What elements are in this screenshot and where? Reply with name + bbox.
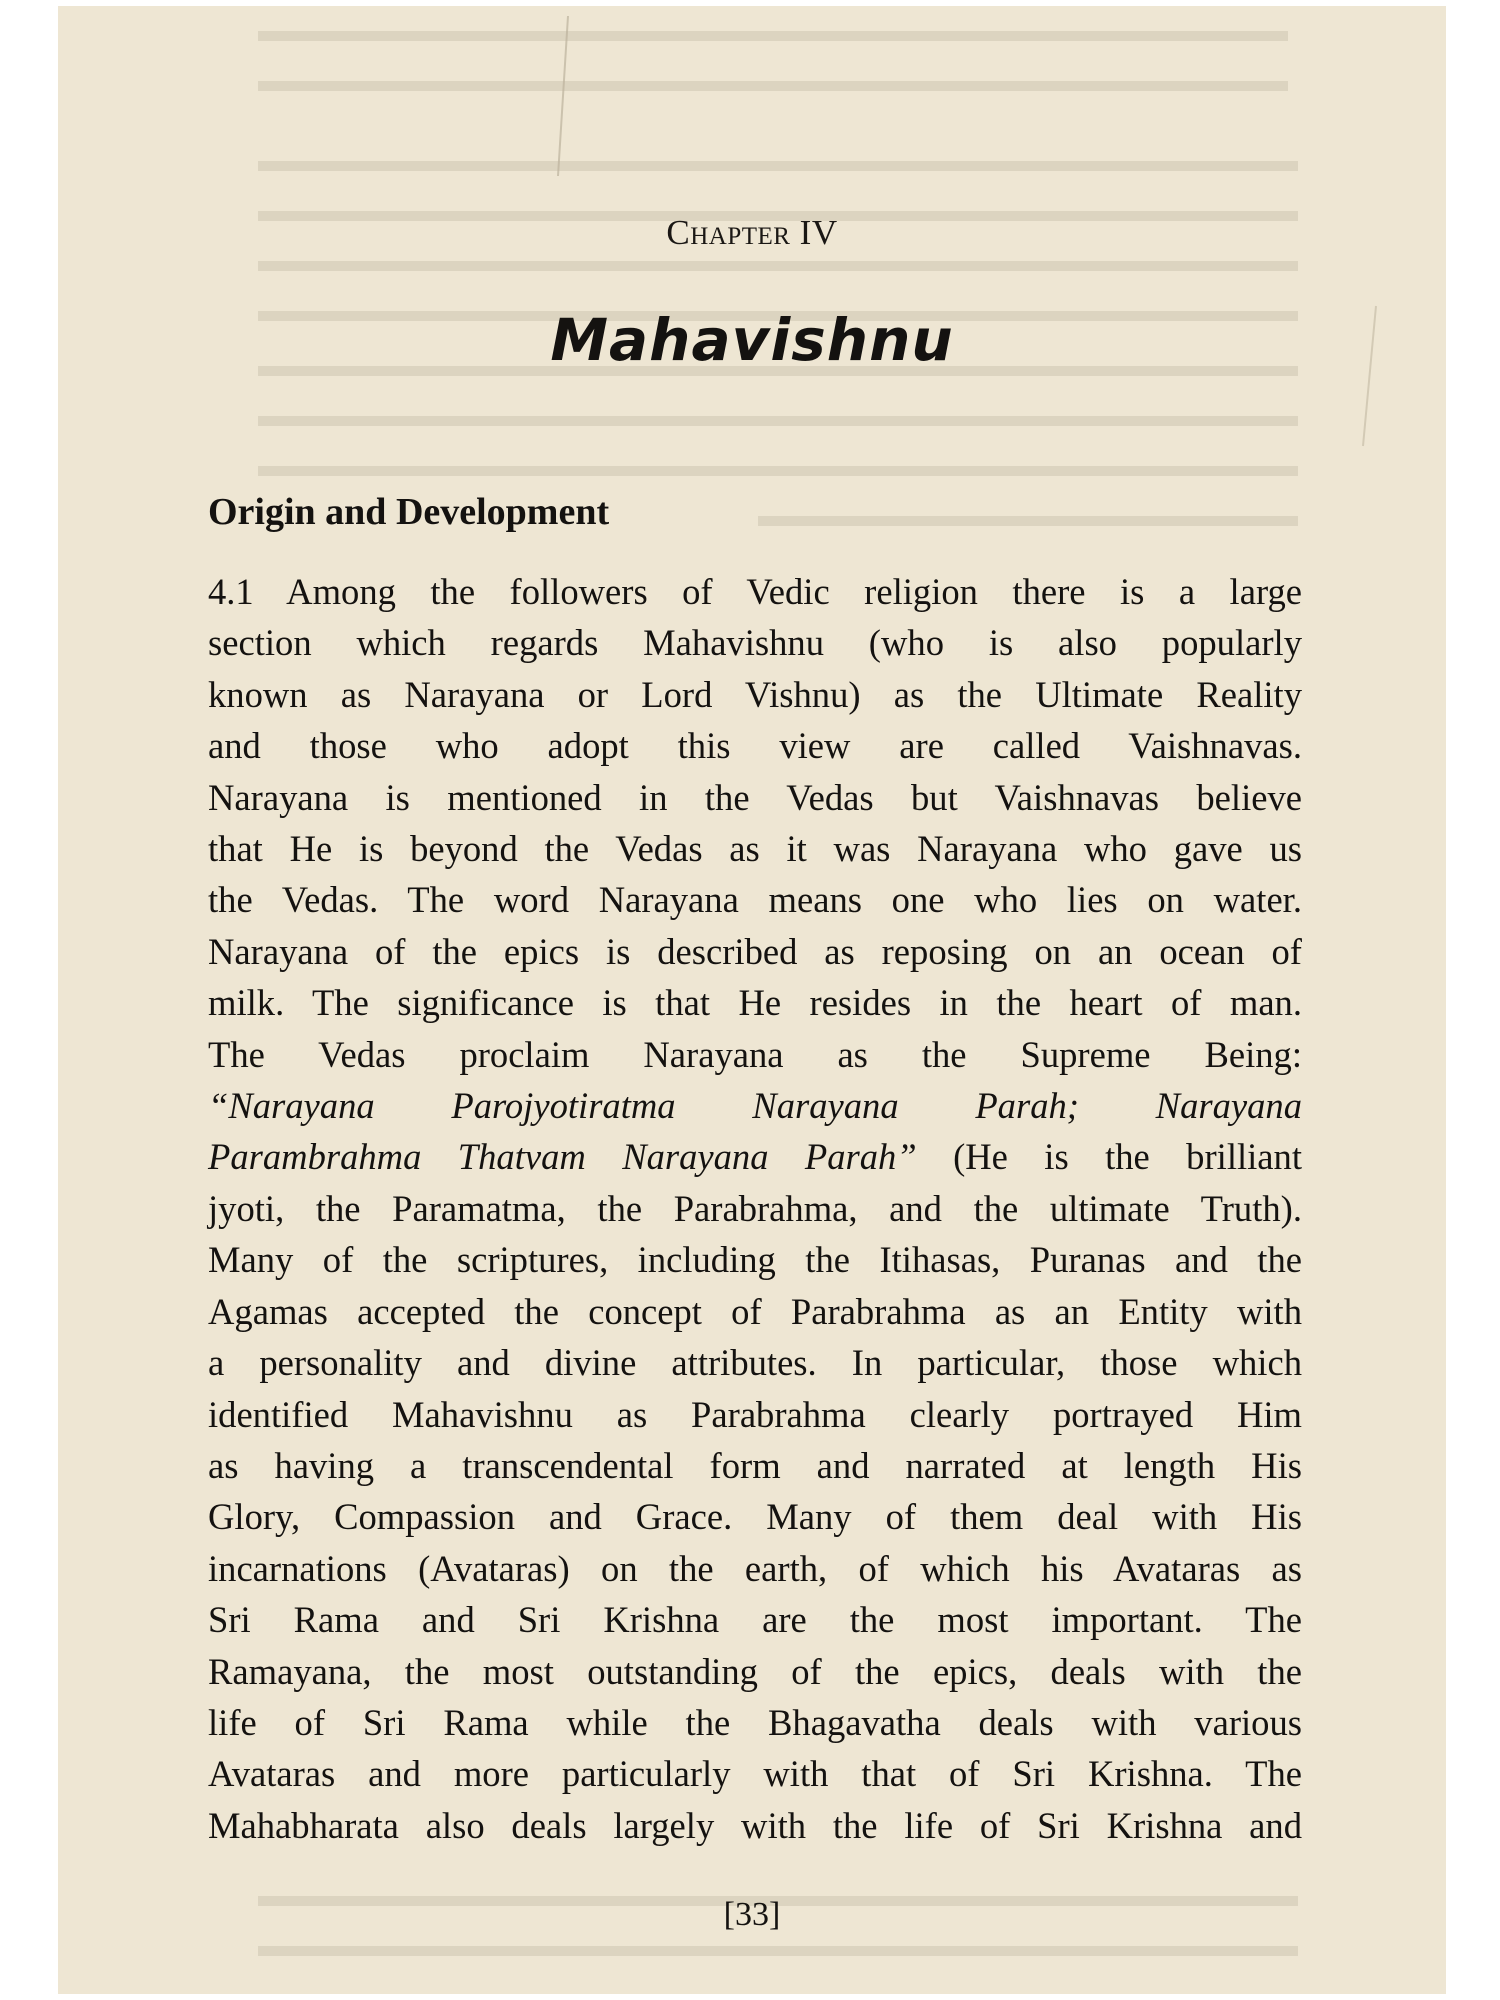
page-number: [33] — [723, 1896, 781, 1933]
text-line: Mahabharata also deals largely with the life of Sri Krishna and — [208, 1804, 1302, 1846]
text-line-italic — [208, 1080, 1302, 1131]
text-line-mixed: Parambrahma Thatvam Narayana Parah” (He is the brilliant — [208, 1136, 1302, 1178]
chapter-label — [58, 213, 1446, 253]
section-heading: Origin and Development — [208, 491, 610, 533]
text-line: Sri Rama and Sri Krishna are the most important. The — [208, 1599, 1302, 1641]
text-line: Narayana is mentioned in the Vedas but Vaishnavas believe — [208, 776, 1302, 818]
book-page — [58, 6, 1446, 1994]
text-line: identified Mahavishnu as Parabrahma clearly portrayed Him — [208, 1393, 1302, 1435]
text-line: 4.1 Among the followers of Vedic religion there is a large — [208, 571, 1302, 612]
text-line: section which regards Mahavishnu (who is also popularly — [208, 622, 1302, 664]
text-line: known as Narayana or Lord Vishnu) as the Ultimate Reality — [208, 673, 1302, 715]
text-line: the Vedas. The word Narayana means one who lies on water. — [208, 879, 1302, 921]
text-line: Many of the scriptures, including the Itihasas, Puranas and the — [208, 1239, 1302, 1281]
text-line: The Vedas proclaim Narayana as the Supreme Being: — [208, 1033, 1302, 1075]
text-line: jyoti, the Paramatma, the Parabrahma, and the ultimate Truth). — [208, 1187, 1302, 1229]
text-line: life of Sri Rama while the Bhagavatha deals with various — [208, 1701, 1302, 1743]
text-line: that He is beyond the Vedas as it was Narayana who gave us — [208, 828, 1302, 870]
text-line: Agamas accepted the concept of Parabrahma as an Entity with — [208, 1290, 1302, 1332]
chapter-title: Mahavishnu — [550, 306, 954, 374]
chapter-label-text: Chapter IV — [666, 213, 838, 252]
text-line: incarnations (Avataras) on the earth, of which his Avataras as — [208, 1547, 1302, 1589]
text-line: as having a transcendental form and narrated at length His — [208, 1444, 1302, 1486]
text-line: milk. The significance is that He resides in the heart of man. — [208, 982, 1302, 1024]
body-paragraph — [208, 566, 1302, 1851]
text-line: Narayana of the epics is described as reposing on an ocean of — [208, 930, 1302, 972]
text-line: and those who adopt this view are called Vaishnavas. — [208, 725, 1302, 767]
text-line: a personality and divine attributes. In particular, those which — [208, 1342, 1302, 1384]
text-line: Ramayana, the most outstanding of the epics, deals with the — [208, 1650, 1302, 1692]
text-line: Avataras and more particularly with that of Sri Krishna. The — [208, 1753, 1302, 1795]
mantra-text: “Narayana Parojyotiratma Narayana Parah; Narayana — [208, 1085, 1302, 1127]
text-line: Glory, Compassion and Grace. Many of them deal with His — [208, 1496, 1302, 1538]
mantra-text: Parambrahma Thatvam Narayana Parah” — [208, 1136, 917, 1178]
